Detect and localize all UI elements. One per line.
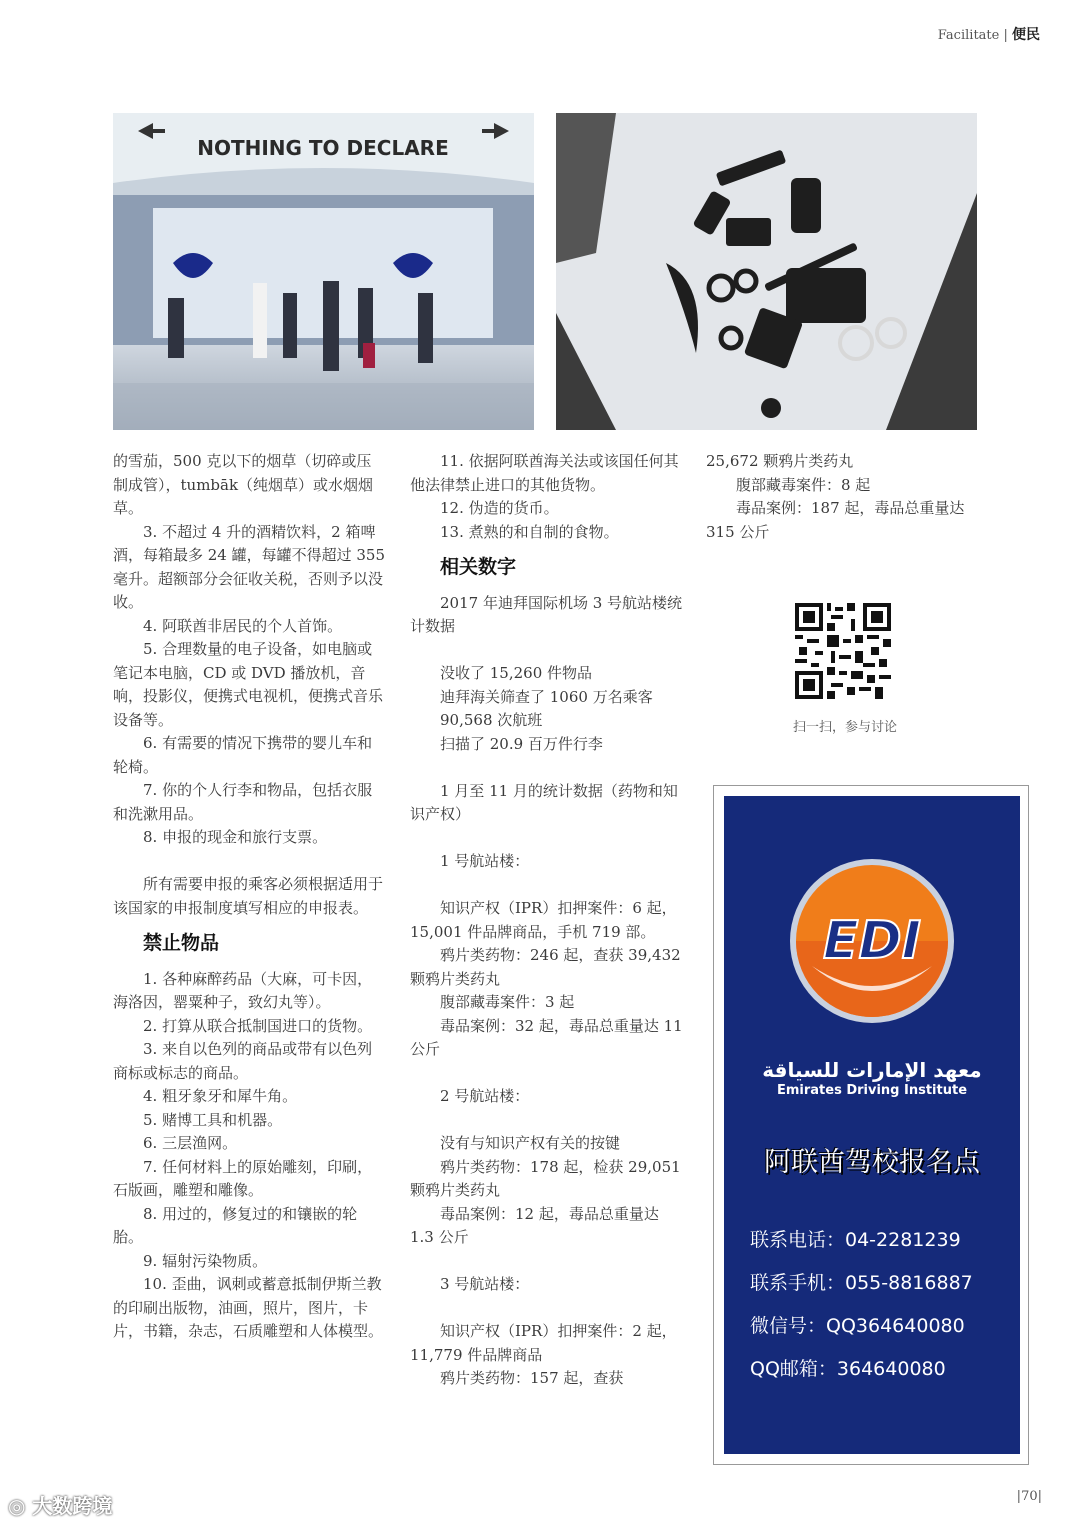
prohibited-item-6: 6. 三层渔网。 — [143, 1134, 238, 1152]
spacer — [410, 1062, 683, 1086]
prohibited-item-11: 11. 依据阿联酋海关法或该国任何其他法律禁止进口的其他货物。 — [410, 452, 679, 494]
stats-period: 1 月至 11 月的统计数据（药物和知识产权） — [410, 781, 678, 823]
terminal-3-label: 3 号航站楼： — [440, 1275, 530, 1293]
ad-arabic-name: معهد الإمارات للسياقة — [762, 1058, 982, 1082]
stat-line: 知识产权（IPR）扣押案件：2 起，11,779 件品牌商品 — [410, 1322, 677, 1364]
declaration-note: 所有需要申报的乘客必须根据适用于该国家的申报制度填写相应的申报表。 — [113, 875, 384, 917]
stats-intro: 2017 年迪拜国际机场 3 号航站楼统计数据 — [410, 593, 683, 635]
spacer — [410, 639, 683, 663]
section-label-en: Facilitate — [937, 28, 1000, 43]
spacer — [410, 1109, 683, 1133]
spacer — [410, 1297, 683, 1321]
prohibited-item-8: 8. 用过的，修复过的和镶嵌的轮胎。 — [113, 1204, 358, 1246]
prohibited-item-7: 7. 任何材料上的原始雕刻，印刷，石版画，雕塑和雕像。 — [113, 1157, 373, 1199]
spacer — [410, 827, 683, 851]
text-column-left — [113, 450, 386, 1344]
allowed-item-6: 6. 有需要的情况下携带的婴儿车和轮椅。 — [113, 734, 373, 776]
stat-line: 鸦片类药物：246 起，查获 39,432 颗鸦片类药丸 — [410, 946, 681, 988]
edi-logo-text: EDI — [822, 911, 922, 971]
text-column-right — [706, 450, 981, 544]
prohibited-item-4: 4. 粗牙象牙和犀牛角。 — [143, 1087, 298, 1105]
nothing-to-declare-sign: NOTHING TO DECLARE — [197, 136, 449, 160]
allowed-item-4: 4. 阿联酋非居民的个人首饰。 — [143, 616, 343, 635]
ad-english-name: Emirates Driving Institute — [776, 1083, 968, 1098]
spacer — [410, 1250, 683, 1274]
prohibited-item-2: 2. 打算从联合抵制国进口的货物。 — [143, 1016, 373, 1035]
ad-title: 阿联酋驾校报名点 — [764, 1147, 980, 1178]
ad-panel — [724, 796, 1020, 1454]
prohibited-item-10: 10. 歪曲，讽刺或蓄意抵制伊斯兰教的印刷出版物，油画，照片，图片，卡片，书籍，杂志，石质雕塑和人体模型。 — [113, 1275, 384, 1340]
ad-qq-email: QQ邮箱：364640080 — [750, 1358, 946, 1380]
spacer — [410, 756, 683, 780]
allowed-item-5: 5. 合理数量的电子设备，如电脑或笔记本电脑，CD 或 DVD 播放机，音响，投影仪，便携式电视机，便携式音乐设备等。 — [113, 640, 384, 729]
confiscated-items-photo — [556, 113, 977, 430]
allowed-item-8: 8. 申报的现金和旅行支票。 — [143, 828, 328, 846]
stat-line: 知识产权（IPR）扣押案件：6 起，15,001 件品牌商品，手机 719 部。 — [410, 899, 677, 941]
prohibited-item-9: 9. 辐射污染物质。 — [143, 1251, 268, 1270]
prohibited-item-1: 1. 各种麻醉药品（大麻，可卡因，海洛因，罂粟种子，致幻丸等）。 — [113, 969, 373, 1011]
stat-line: 毒品案例：32 起，毒品总重量达 11 公斤 — [410, 1016, 683, 1058]
text-column-middle — [410, 450, 683, 1391]
stat-line: 腹部藏毒案件：8 起 — [736, 475, 871, 494]
qr-caption: 扫一扫，参与讨论 — [792, 720, 897, 735]
prohibited-items-heading: 禁止物品 — [143, 932, 220, 954]
prohibited-item-3: 3. 来自以色列的商品或带有以色列商标或标志的商品。 — [113, 1040, 373, 1082]
prohibited-item-5: 5. 赌博工具和机器。 — [143, 1110, 283, 1129]
prohibited-item-12: 12. 伪造的货币。 — [440, 499, 559, 517]
allowed-item-3: 3. 不超过 4 升的酒精饮料，2 箱啤酒，每箱最多 24 罐，每罐不得超过 355 毫升。超额部分会征收关税，否则予以没收。 — [113, 522, 386, 611]
page-number: |70| — [1016, 1489, 1042, 1504]
page-header: Facilitate | 便民 — [937, 27, 1040, 43]
terminal-2-label: 2 号航站楼： — [440, 1087, 530, 1105]
stat-line: 毒品案例：187 起，毒品总重量达 315 公斤 — [706, 499, 965, 541]
edi-advertisement[interactable] — [713, 785, 1029, 1465]
related-numbers-heading: 相关数字 — [440, 556, 517, 578]
ad-phone: 联系电话：04-2281239 — [750, 1229, 961, 1251]
section-label-cn: 便民 — [1012, 27, 1040, 43]
stat-line: 没收了 15,260 件物品 — [440, 664, 593, 682]
stat-line: 迪拜海关筛查了 1060 万名乘客 — [440, 687, 653, 706]
spacer — [113, 850, 386, 874]
stat-line: 毒品案例：12 起，毒品总重量达 1.3 公斤 — [410, 1204, 659, 1246]
stat-line: 90,568 次航班 — [440, 711, 543, 729]
airport-customs-photo — [113, 113, 534, 430]
stat-line: 鸦片类药物：157 起，查获 — [440, 1369, 624, 1387]
ad-wechat: 微信号：QQ364640080 — [750, 1315, 965, 1337]
edi-logo — [787, 856, 957, 1026]
allowed-item-7: 7. 你的个人行李和物品，包括衣服和洗漱用品。 — [113, 781, 373, 823]
spacer — [410, 874, 683, 898]
prohibited-item-13: 13. 煮熟的和自制的食物。 — [440, 522, 619, 541]
stat-line: 25,672 颗鸦片类药丸 — [706, 452, 854, 470]
paragraph: 的雪茄，500 克以下的烟草（切碎或压制成管），tumbāk（纯烟草）或水烟烟草。 — [113, 452, 374, 517]
ad-mobile: 联系手机：055-8816887 — [750, 1272, 973, 1294]
qr-code-icon[interactable] — [795, 603, 891, 699]
stat-line: 腹部藏毒案件：3 起 — [440, 993, 575, 1011]
stat-line: 鸦片类药物：178 起，检获 29,051 颗鸦片类药丸 — [410, 1157, 681, 1199]
watermark — [8, 1490, 112, 1519]
watermark-logo-icon: ◎ — [8, 1494, 26, 1518]
stat-line: 没有与知识产权有关的按键 — [440, 1134, 621, 1152]
watermark-text: 大数跨境 — [32, 1494, 113, 1518]
terminal-1-label: 1 号航站楼： — [440, 852, 530, 870]
stat-line: 扫描了 20.9 百万件行李 — [440, 734, 603, 753]
